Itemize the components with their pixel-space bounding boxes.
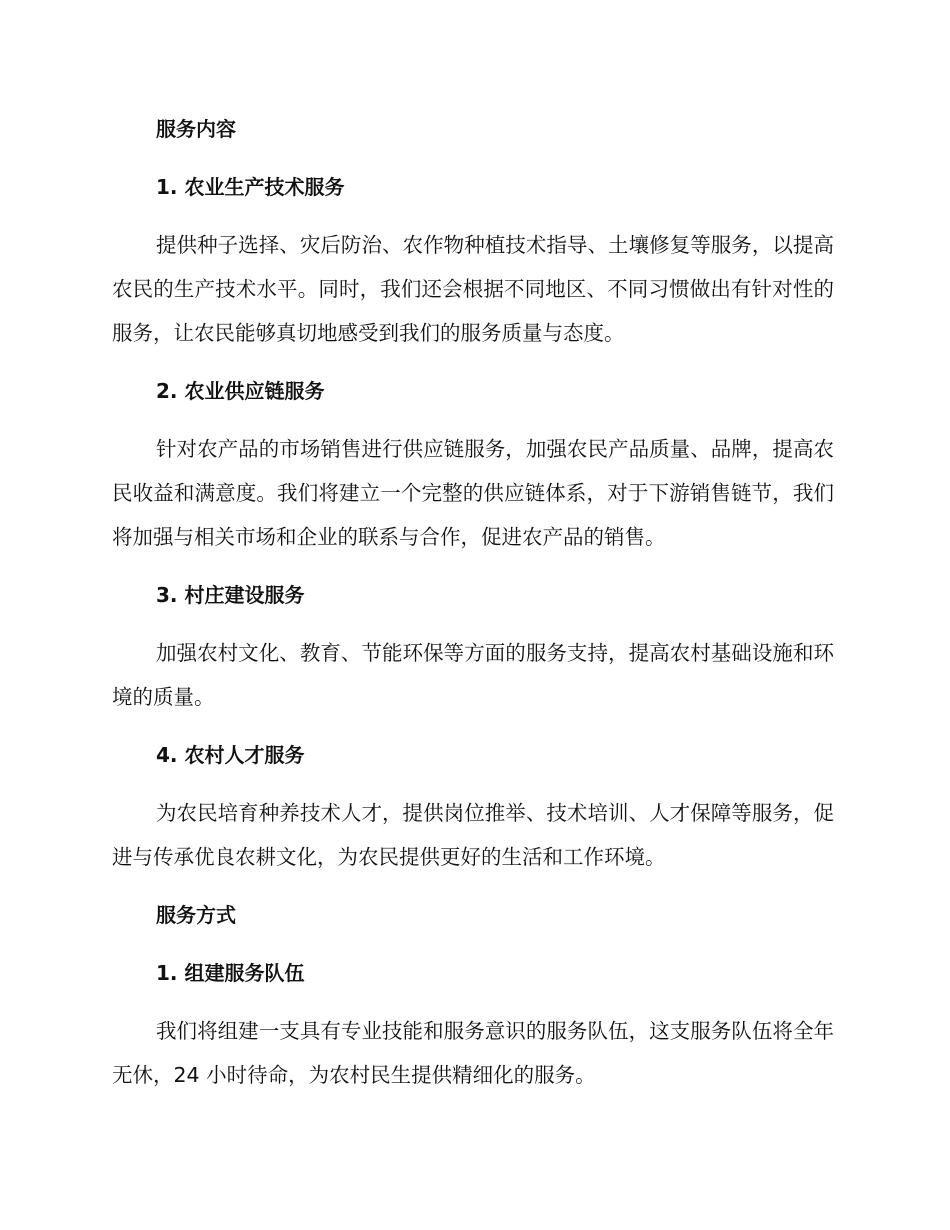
subsection-title-rural-talent: 4. 农村人才服务 (156, 743, 305, 767)
paragraph-production-tech: 提供种子选择、灾后防治、农作物种植技术指导、土壤修复等服务，以提高农民的生产技术水平。同时，我们还会根据不同地区、不同习惯做出有针对性的服务，让农民能够真切地感受到我们的服务质量与态度。 (112, 233, 834, 345)
subsection-title-production-tech: 1. 农业生产技术服务 (156, 175, 345, 199)
section-title-service-content: 服务内容 (156, 117, 236, 141)
paragraph-service-team: 我们将组建一支具有专业技能和服务意识的服务队伍，这支服务队伍将全年无休，24 小时待命，为农村民生提供精细化的服务。 (112, 1019, 834, 1087)
document-body (112, 107, 834, 1111)
section-title-service-method: 服务方式 (156, 903, 236, 927)
subsection-title-village-construction: 3. 村庄建设服务 (156, 583, 305, 607)
paragraph-supply-chain: 针对农产品的市场销售进行供应链服务，加强农民产品质量、品牌，提高农民收益和满意度。我们将建立一个完整的供应链体系，对于下游销售链节，我们将加强与相关市场和企业的联系与合作，促进农产品的销售。 (112, 437, 834, 549)
subsection-title-service-team: 1. 组建服务队伍 (156, 961, 305, 985)
subsection-title-supply-chain: 2. 农业供应链服务 (156, 379, 325, 403)
paragraph-rural-talent: 为农民培育种养技术人才，提供岗位推举、技术培训、人才保障等服务，促进与传承优良农耕文化，为农民提供更好的生活和工作环境。 (112, 801, 834, 869)
paragraph-village-construction: 加强农村文化、教育、节能环保等方面的服务支持，提高农村基础设施和环境的质量。 (112, 641, 834, 709)
